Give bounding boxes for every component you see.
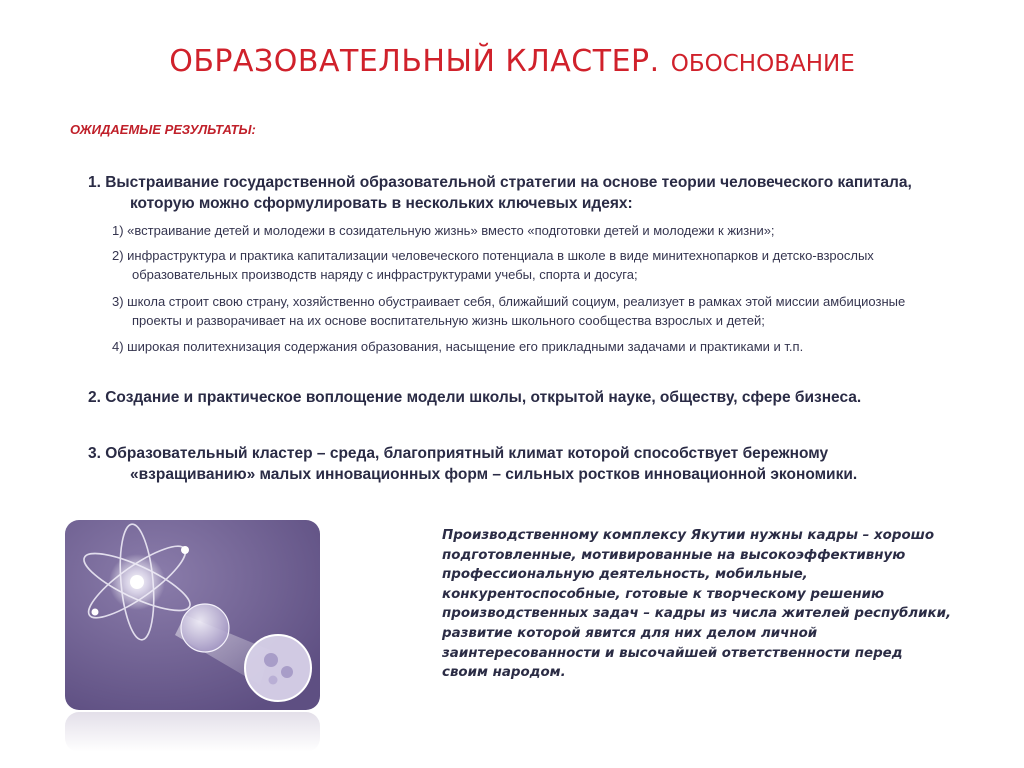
result-item-3-line2: «взращиванию» малых инновационных форм – сильных ростков инновационной экономики. — [130, 466, 858, 483]
title-sub: ОБОСНОВАНИЕ — [670, 51, 855, 77]
key-idea-3-line2: проекты и разворачивает на их основе воспитательную жизнь школьного сообщества взрослых и детей; — [132, 313, 765, 328]
result-item-2 — [88, 387, 988, 408]
expected-results-heading: ОЖИДАЕМЫЕ РЕЗУЛЬТАТЫ: — [70, 122, 256, 137]
quote-line: подготовленные, мотивированные на высокоэффективную — [442, 547, 906, 563]
yakutia-workforce-quote — [442, 526, 952, 683]
key-idea-2 — [112, 246, 992, 284]
key-idea-3-line1: 3) школа строит свою страну, хозяйственно обустраивает себя, ближайший социум, реализует в рамках этой миссии амбициозные — [112, 294, 906, 309]
result-item-1-line2: которую можно сформулировать в нескольких ключевых идеях: — [130, 195, 633, 212]
quote-line: производственных задач – кадры из числа жителей республики, — [442, 606, 952, 622]
key-idea-2-line2: образовательных производств наряду с инфраструктурами учебы, спорта и досуга; — [132, 267, 638, 282]
image-reflection — [65, 712, 320, 752]
quote-line: развитие которой явится для них делом личной — [442, 625, 818, 641]
title-main: ОБРАЗОВАТЕЛЬНЫЙ КЛАСТЕР. — [169, 44, 660, 79]
key-idea-4 — [112, 337, 992, 356]
key-idea-1-line1: 1) «встраивание детей и молодежи в созидательную жизнь» вместо «подготовки детей и молодежи к жизни»; — [112, 223, 775, 238]
result-item-2-line1: 2. Создание и практическое воплощение модели школы, открытой науке, обществу, сфере бизнеса. — [88, 389, 862, 406]
quote-line: Производственному комплексу Якутии нужны кадры – хорошо — [442, 528, 935, 543]
key-idea-4-line1: 4) широкая политехнизация содержания образования, насыщение его прикладными задачами и практиками и т.п. — [112, 339, 804, 354]
quote-line: своим народом. — [442, 665, 566, 681]
slide-title — [0, 44, 1024, 79]
key-idea-2-line1: 2) инфраструктура и практика капитализации человеческого потенциала в школе в виде минитехнопарков и детско-взрослых — [112, 248, 874, 263]
key-idea-3 — [112, 292, 992, 330]
quote-line: заинтересованности и высочайшей ответственности перед — [442, 645, 903, 661]
atom-molecule-icon — [65, 520, 320, 710]
result-item-3 — [88, 443, 988, 485]
quote-line: профессиональную деятельность, мобильные, — [442, 567, 808, 583]
quote-line: конкурентоспособные, готовые к творческому решению — [442, 586, 885, 602]
atom-illustration — [65, 520, 320, 710]
result-item-1-line1: 1. Выстраивание государственной образовательной стратегии на основе теории человеческого капитала, — [88, 174, 912, 191]
key-idea-1 — [112, 221, 992, 240]
result-item-1 — [88, 172, 988, 214]
result-item-3-line1: 3. Образовательный кластер – среда, благоприятный климат которой способствует бережному — [88, 445, 829, 462]
